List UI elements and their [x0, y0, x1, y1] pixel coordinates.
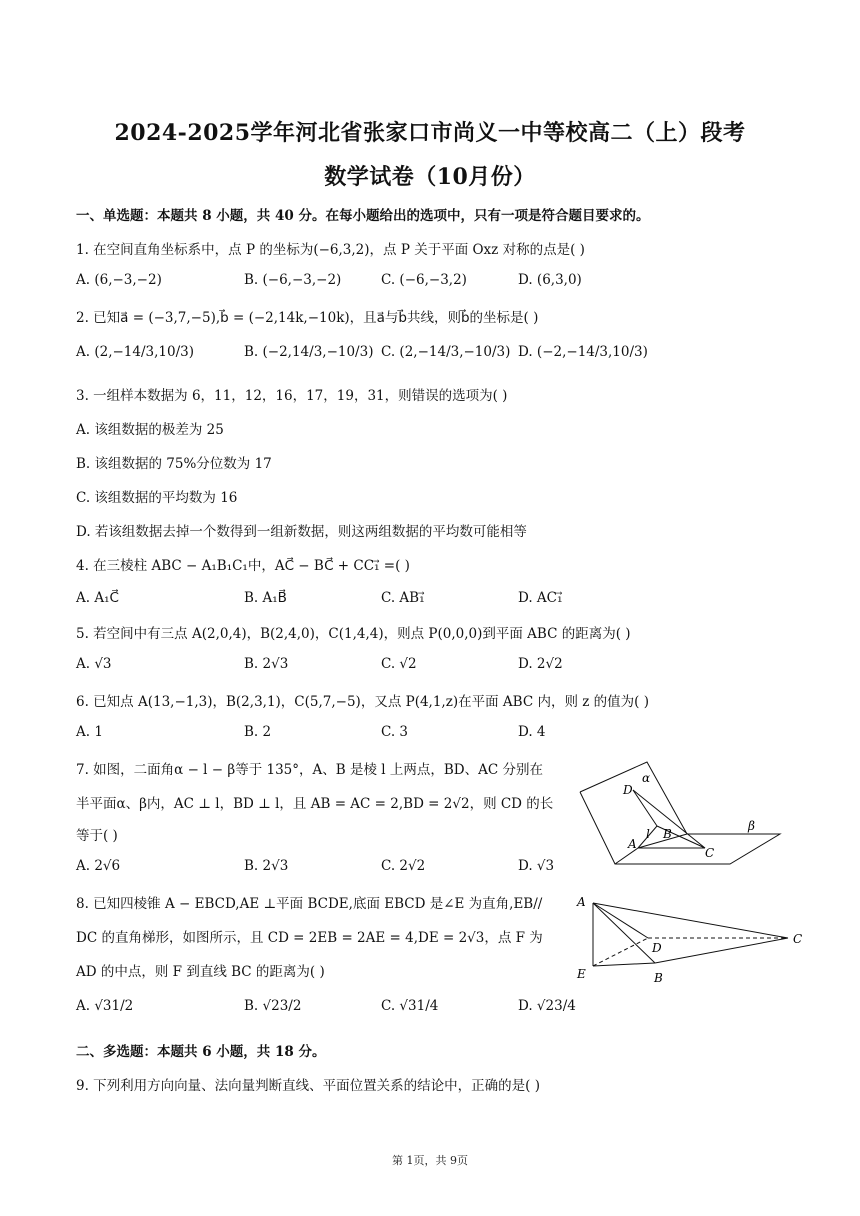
question-7-line-2: 半平面α、β内，AC ⊥ l，BD ⊥ l，且 AB = AC = 2,BD = 2√2，则 CD 的长: [76, 796, 554, 812]
exam-title-line2: 数学试卷（10月份）: [324, 164, 536, 190]
q5-option-d: D. 2√2: [518, 656, 563, 672]
q8-option-a: A. √31/2: [76, 998, 134, 1014]
page-footer: 第 1页，共 9页: [392, 1154, 468, 1167]
question-6-stem: 6. 已知点 A(13,−1,3)，B(2,3,1)，C(5,7,−5)，又点 P(4,1,z)在平面 ABC 内，则 z 的值为( ): [76, 694, 649, 710]
question-7-line-1: 7. 如图，二面角α − l − β等于 135°，A、B 是棱 l 上两点，BD、AC 分别在: [76, 762, 543, 778]
exam-title-line1: 2024-2025学年河北省张家口市尚义一中等校高二（上）段考: [114, 120, 746, 146]
q2-option-b: B. (−2,14/3,−10/3): [244, 344, 374, 360]
q1-option-a: A. (6,−3,−2): [76, 272, 162, 288]
q6-option-c: C. 3: [381, 724, 409, 740]
q8-option-c: C. √31/4: [381, 998, 439, 1014]
question-8-line-2: DC 的直角梯形，如图所示，且 CD = 2EB = 2AE = 4,DE = 2√3，点 F 为: [76, 930, 543, 946]
q3-option-b: B. 该组数据的 75%分位数为 17: [76, 456, 272, 472]
q5-option-a: A. √3: [76, 656, 112, 672]
question-7-line-3: 等于( ): [76, 828, 118, 844]
q6-option-d: D. 4: [518, 724, 546, 740]
q5-option-b: B. 2√3: [244, 656, 289, 672]
q4-option-d: D. AC₁⃗: [518, 590, 563, 606]
section-multiple-choice: 二、多选题：本题共 6 小题，共 18 分。: [76, 1044, 326, 1060]
q7-option-d: D. √3: [518, 858, 555, 874]
question-8-line-1: 8. 已知四棱锥 A − EBCD,AE ⊥平面 BCDE,底面 EBCD 是∠E 为直角,EB//: [76, 896, 543, 912]
question-3-stem: 3. 一组样本数据为 6，11，12，16，17，19，31，则错误的选项为( ): [76, 388, 508, 404]
q4-option-a: A. A₁C⃗: [76, 590, 119, 606]
section-single-choice: 一、单选题：本题共 8 小题，共 40 分。在每小题给出的选项中，只有一项是符合题目要求的。: [76, 208, 650, 224]
fig7-label-d: D: [623, 783, 633, 797]
question-5-stem: 5. 若空间中有三点 A(2,0,4)，B(2,4,0)，C(1,4,4)，则点 P(0,0,0)到平面 ABC 的距离为( ): [76, 626, 631, 642]
q2-option-a: A. (2,−14/3,10/3): [76, 344, 194, 360]
q1-option-d: D. (6,3,0): [518, 272, 582, 288]
fig7-label-l: l: [646, 827, 650, 841]
q7-option-a: A. 2√6: [76, 858, 121, 874]
q2-option-d: D. (−2,−14/3,10/3): [518, 344, 648, 360]
fig7-label-b: B: [663, 827, 672, 841]
fig7-label-beta: β: [748, 819, 755, 833]
q3-option-d: D. 若该组数据去掉一个数得到一组新数据，则这两组数据的平均数可能相等: [76, 524, 527, 540]
fig8-label-c: C: [793, 932, 803, 946]
figure-8-pyramid: [570, 890, 810, 990]
fig7-label-a: A: [628, 837, 637, 851]
fig8-label-d: D: [652, 941, 662, 955]
fig7-label-alpha: α: [642, 771, 651, 785]
question-9-stem: 9. 下列利用方向向量、法向量判断直线、平面位置关系的结论中，正确的是( ): [76, 1078, 540, 1094]
q6-option-b: B. 2: [244, 724, 272, 740]
q7-option-c: C. 2√2: [381, 858, 426, 874]
q1-option-c: C. (−6,−3,2): [381, 272, 467, 288]
q4-option-c: C. AB₁⃗: [381, 590, 425, 606]
question-2-stem: 2. 已知a⃗ = (−3,7,−5),b⃗ = (−2,14k,−10k)，且a⃗与b⃗共线，则b⃗的坐标是( ): [76, 310, 539, 326]
q8-option-d: D. √23/4: [518, 998, 576, 1014]
fig7-label-c: C: [705, 846, 715, 860]
fig8-label-b: B: [654, 971, 663, 985]
q6-option-a: A. 1: [76, 724, 103, 740]
fig8-label-e: E: [577, 967, 586, 981]
question-1-stem: 1. 在空间直角坐标系中，点 P 的坐标为(−6,3,2)，点 P 关于平面 Oxz 对称的点是( ): [76, 242, 585, 258]
q1-option-b: B. (−6,−3,−2): [244, 272, 342, 288]
question-4-stem: 4. 在三棱柱 ABC − A₁B₁C₁中，AC⃗ − BC⃗ + CC₁⃗ =( ): [76, 558, 410, 574]
q8-option-b: B. √23/2: [244, 998, 302, 1014]
q2-option-c: C. (2,−14/3,−10/3): [381, 344, 511, 360]
figure-7-dihedral-angle: [575, 756, 785, 870]
q3-option-a: A. 该组数据的极差为 25: [76, 422, 224, 438]
q3-option-c: C. 该组数据的平均数为 16: [76, 490, 238, 506]
q4-option-b: B. A₁B⃗: [244, 590, 287, 606]
q7-option-b: B. 2√3: [244, 858, 289, 874]
fig8-label-a: A: [577, 895, 586, 909]
q5-option-c: C. √2: [381, 656, 417, 672]
question-8-line-3: AD 的中点，则 F 到直线 BC 的距离为( ): [76, 964, 325, 980]
